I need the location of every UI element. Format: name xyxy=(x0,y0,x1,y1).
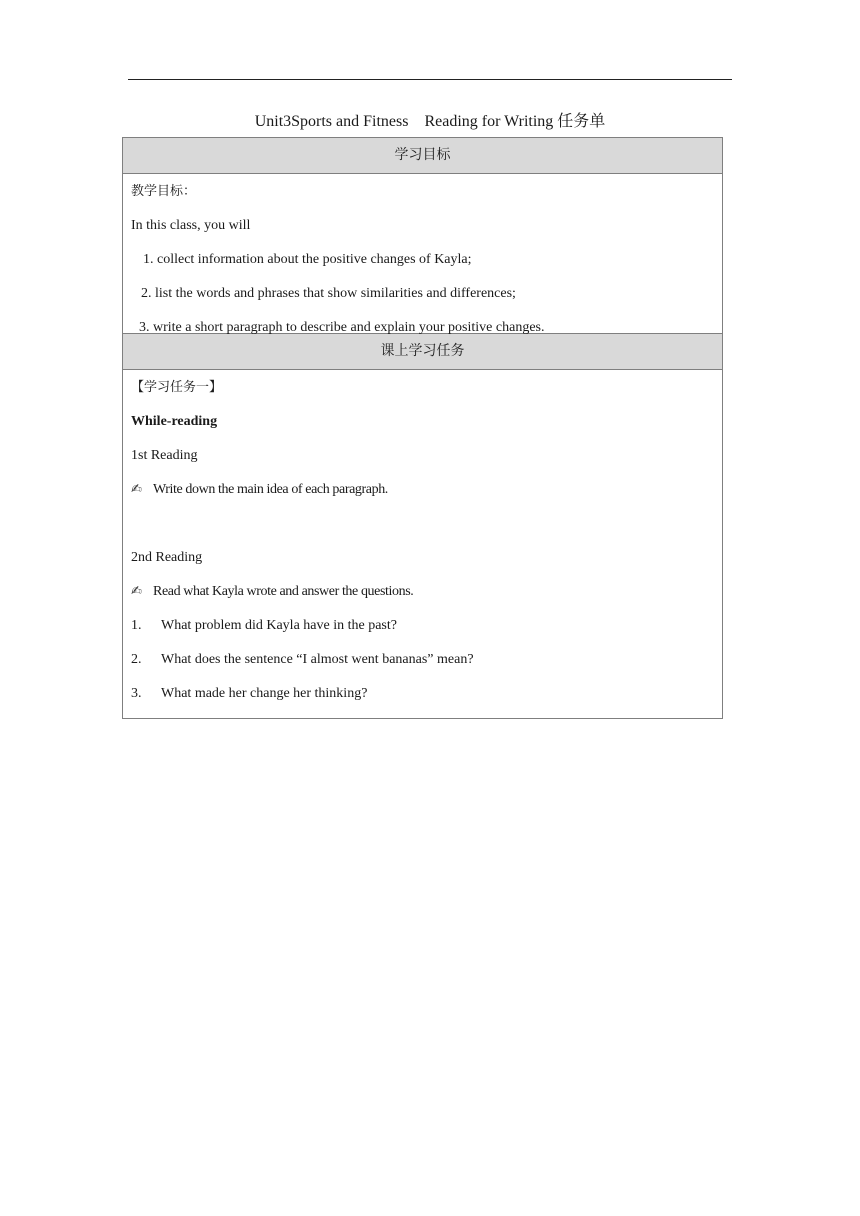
objectives-intro: In this class, you will xyxy=(131,218,251,233)
header-rule xyxy=(128,79,732,80)
stage-heading: While-reading xyxy=(131,414,218,429)
objective-item-3: 3. write a short paragraph to describe and explain your positive changes. xyxy=(139,320,545,335)
question-2 xyxy=(131,646,714,680)
question-number: 2. xyxy=(131,652,142,667)
document-title: Unit3Sports and Fitness Reading for Writing 任务单 xyxy=(254,113,606,130)
task-label: 【学习任务一】 xyxy=(131,380,223,395)
pencil-hand-icon: ✍ xyxy=(131,584,142,599)
pencil-hand-icon: ✍ xyxy=(131,482,142,497)
first-reading-instruction-row xyxy=(131,476,714,510)
question-3 xyxy=(131,680,714,714)
question-number: 3. xyxy=(131,686,142,701)
worksheet-table xyxy=(122,137,723,719)
question-text: What does the sentence “I almost went bananas” mean? xyxy=(161,652,474,667)
tasks-body xyxy=(123,370,722,718)
objective-item-2: 2. list the words and phrases that show similarities and differences; xyxy=(141,286,516,301)
first-reading-instruction: Write down the main idea of each paragraph. xyxy=(153,482,388,497)
second-reading-instruction: Read what Kayla wrote and answer the questions. xyxy=(153,584,414,599)
answer-space xyxy=(131,510,714,544)
tasks-header: 课上学习任务 xyxy=(123,334,722,370)
question-number: 1. xyxy=(131,618,142,633)
objective-item-1: 1. collect information about the positive changes of Kayla; xyxy=(143,252,472,267)
question-1 xyxy=(131,612,714,646)
objectives-body xyxy=(123,174,722,334)
objectives-label: 教学目标： xyxy=(131,184,197,199)
first-reading-title: 1st Reading xyxy=(131,448,198,463)
second-reading-instruction-row xyxy=(131,578,714,612)
question-text: What problem did Kayla have in the past? xyxy=(161,618,397,633)
objectives-header: 学习目标 xyxy=(123,138,722,174)
second-reading-title: 2nd Reading xyxy=(131,550,203,565)
question-text: What made her change her thinking? xyxy=(161,686,368,701)
